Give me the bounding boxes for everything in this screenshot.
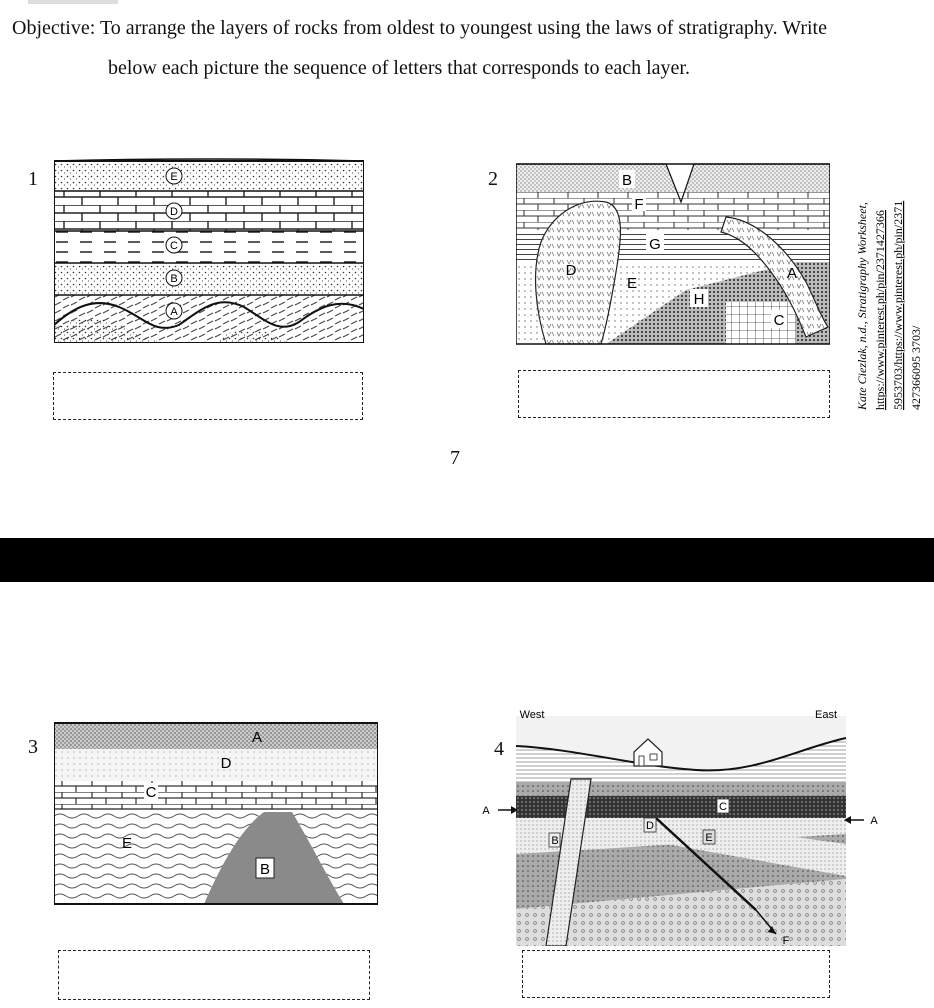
fig2-label-a: A xyxy=(786,265,798,282)
fig4-label-a-left: A xyxy=(482,805,490,817)
fig4-label-c: C xyxy=(719,801,727,813)
fig1-label-d: D xyxy=(170,206,178,218)
figure-2-answer-box[interactable] xyxy=(518,370,830,418)
fig2-label-g: G xyxy=(649,236,661,253)
fig2-label-h: H xyxy=(693,291,705,308)
figure-3-answer-box[interactable] xyxy=(58,950,370,1000)
objective-line-2: below each picture the sequence of letters that corresponds to each layer. xyxy=(108,57,690,79)
figure-4-answer-box[interactable] xyxy=(522,950,830,998)
fig3-label-d: D xyxy=(220,755,232,772)
figure-1-answer-box[interactable] xyxy=(53,372,363,420)
fig2-label-e: E xyxy=(626,275,638,292)
page-number: 7 xyxy=(450,447,460,469)
fig2-label-c: C xyxy=(773,312,785,329)
citation-line-3: 5953703/https://www.pinterest.ph/pin/2371 xyxy=(891,200,905,410)
fig2-label-d: D xyxy=(565,262,577,279)
figure-1-number: 1 xyxy=(28,168,38,190)
fig1-label-c: C xyxy=(170,240,178,252)
top-edge-mark xyxy=(28,0,118,4)
figure-2-number: 2 xyxy=(488,168,498,190)
citation-line-4: 427366095 3703/ xyxy=(909,325,923,410)
figure-3-diagram xyxy=(54,720,378,906)
fig3-label-b: B xyxy=(259,861,271,878)
fig4-label-west: West xyxy=(519,709,545,721)
fig3-label-c: C xyxy=(145,784,157,801)
fig1-label-e: E xyxy=(170,171,178,183)
fig4-label-f: F xyxy=(782,935,790,946)
citation-line-1: Kate Ciezlak, n.d., Stratigraphy Worksheet, xyxy=(855,202,869,410)
figure-1-diagram xyxy=(54,157,364,343)
fig1-label-b: B xyxy=(170,273,178,285)
black-divider-bar xyxy=(0,538,934,582)
fig4-label-d: D xyxy=(646,820,654,832)
figure-2-diagram xyxy=(516,162,830,346)
fig4-label-e: E xyxy=(705,832,713,844)
fig4-label-b: B xyxy=(551,835,559,847)
objective-line-1: Objective: To arrange the layers of rocks from oldest to youngest using the laws of stratigraphy. Write xyxy=(12,17,827,39)
figure-3-number: 3 xyxy=(28,736,38,758)
fig3-label-e: E xyxy=(121,835,133,852)
citation-line-2: https://www.pinterest.ph/pin/2371427366 xyxy=(873,210,887,410)
fig4-label-a-right: A xyxy=(870,815,878,827)
citation xyxy=(852,170,932,420)
fig4-label-east: East xyxy=(814,709,838,721)
figure-4-number: 4 xyxy=(494,738,504,760)
fig2-label-f: F xyxy=(634,196,644,213)
figure-4-diagram xyxy=(476,704,886,946)
fig3-label-a: A xyxy=(251,729,263,746)
fig2-label-b: B xyxy=(621,172,633,189)
fig1-label-a: A xyxy=(170,306,178,318)
